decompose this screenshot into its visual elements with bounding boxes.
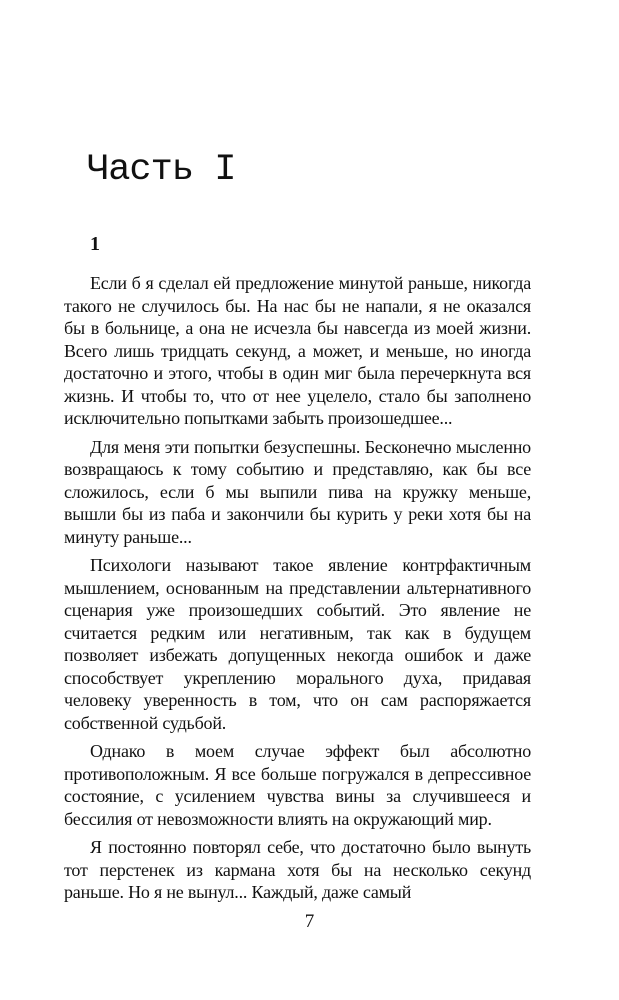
part-title: Часть I <box>87 149 236 191</box>
paragraph: Однако в моем случае эффект был абсолютно противоположным. Я все больше погружался в депрессивное состояние, с усилением чувства вины за случившееся и бессилия от невозможности влиять на окружающий мир. <box>64 741 531 829</box>
page-number: 7 <box>304 911 315 932</box>
chapter-text <box>64 272 531 910</box>
paragraph: Для меня эти попытки безуспешны. Бесконечно мысленно возвращаюсь к тому событию и представляю, как бы все сложилось, если б мы выпили пива на кружку меньше, вышли бы из паба и закончили бы курить у реки хотя бы на минуту раньше... <box>64 436 531 547</box>
chapter-number: 1 <box>90 233 100 255</box>
paragraph: Если б я сделал ей предложение минутой раньше, никогда такого не случилось бы. На нас бы не напали, я не оказался бы в больнице, а она не исчезла бы навсегда из моей жизни. Всего лишь тридцать секунд, а может, и меньше, но иногда достаточно и этого, чтобы в один миг была перечеркнута вся жизнь. И чтобы то, что от нее уцелело, стало бы заполнено исключительно попытками забыть произошедшее... <box>64 273 531 428</box>
paragraph: Я постоянно повторял себе, что достаточно было вынуть тот перстенек из кармана хотя бы на несколько секунд раньше. Но я не вынул... Каждый, даже самый <box>64 837 531 902</box>
paragraph: Психологи называют такое явление контрфактичным мышлением, основанным на представлении альтернативного сценария уже произошедших событий. Это явление не считается редким или негативным, так как в будущем позволяет избежать допущенных некогда ошибок и даже способствует укреплению морального духа, придавая человеку уверенность в том, что он сам распоряжается собственной судьбой. <box>64 555 531 733</box>
